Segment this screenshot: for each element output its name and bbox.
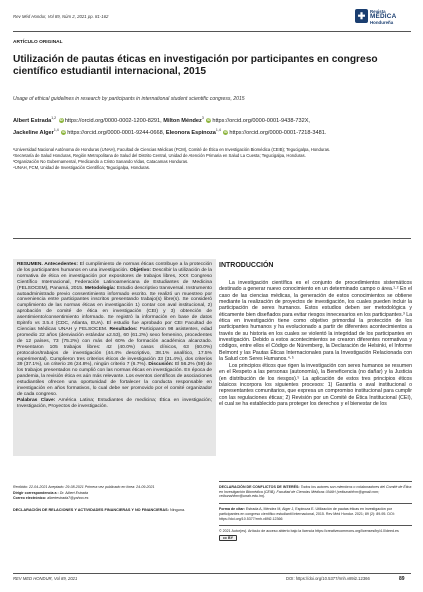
footer-doi[interactable]: DOI: https://doi.org/10.5377/rmh.v89i2.12366: [286, 576, 370, 581]
email-line: Correo electrónico: albertestrada7@yahoo.es: [13, 496, 89, 501]
affiliation-rule: [13, 238, 411, 239]
financial-declaration: DECLARACIÓN DE RELACIONES Y ACTIVIDADES FINANCIERAS Y NO FINANCIERAS: Ninguna.: [13, 508, 186, 512]
orcid-icon: iD: [224, 130, 228, 135]
abstract-keywords: Palabras Clave: América Latina; Estudiantes de medicina; Ética en investigación; Investigación, Proyectos de investigación.: [17, 398, 212, 410]
affiliation: ²Secretaría de Salud Honduras, Región Metropolitana de Salud del Distrito Central, Unidad de Atención Primaria en Salud La Cuesta; Tegucigalpa, Honduras.: [13, 153, 306, 158]
correspondence-line: Dirigir correspondencia a : Dr. Albert Estrada: [13, 490, 89, 495]
conflict-declaration: DECLARACIÓN DE CONFLICTOS DE INTERÉS: Todos los autores son miembros o colaboradores del Comité de Ética en Investigación Biomédica (CEIB), Facultad de Ciencias Médicas UNAH (ceibunahfcm@gmail.com; ceibunahfcm@unah.edu.hn).: [219, 481, 412, 499]
logo-line-1: Revista: [370, 9, 386, 14]
logo-line-2: MÉDICA: [370, 13, 397, 20]
orcid-icon: iD: [59, 117, 63, 122]
article-notes: [219, 481, 412, 541]
affiliation: ¹Universidad Nacional Autónoma de Honduras (UNAH), Facultad de Ciencias Médicas (FCM), Comité de Ética en Investigación Biomédica (CEIB); Tegucigalpa, Honduras.: [13, 147, 331, 152]
citation-note: Forma de citar: Estrada A, Méndez M, Alger J, Espinoza E. Utilización de pautas éticas en investigación por participantes en congreso científico estudiantil internacional, 2015. Rev Méd Hondur. 2021; 89 (2): 89-95. DOI: https://doi.org/10.5377/rmh.v89i2.12366: [219, 503, 412, 521]
affiliation: ⁴UNAH, FCM, Unidad de Investigación Científica; Tegucigalpa, Honduras.: [13, 165, 150, 170]
dates-line: Recibido: 22-04-2021 Aceptado: 29-08-2021 Primera vez publicado en línea: 24-09-2021: [13, 485, 155, 489]
affiliations: [13, 147, 411, 171]
orcid-link[interactable]: https://orcid.org/0000-0002-1200-8291: [64, 117, 161, 124]
intro-paragraph: La investigación científica es el conjunto de procedimientos sistemáticos destinado a generar nuevo conocimiento en un determinado campo o área.¹·² En el caso de las ciencias médicas, la generación de estos conocimientos se obtiene mediante la realización de proyectos de investigación, los cuales pueden incluir la participación de seres humanos. Estos estudios deben ser metodológica y éticamente bien diseñados para evitar riesgos innecesarios en los participantes.³ La ética en investigación tiene como objetivo primordial la protección de los participantes humanos y ha evolucionado a partir de diferentes acontecimientos a través de su historia en los cuales se violentó la integridad de los participantes en investigación. Debido a estos acontecimientos se crearon diferentes normativas y códigos, entre ellos el Código de Núremberg, la Declaración de Helsinki, el Informe Belmont y las Pautas Éticas Internacionales para la Investigación Relacionada con la Salud con Seres Humanos.⁴·⁵: [219, 280, 412, 363]
orcid-link[interactable]: https://orcid.org/0000-0001-7218-3481: [229, 130, 325, 137]
cc-license-icon[interactable]: cc BY: [219, 535, 237, 541]
orcid-link[interactable]: https://orcid.org/0000-0001-9244-0668: [67, 130, 163, 137]
article-dates: [13, 485, 216, 502]
intro-heading: INTRODUCCIÓN: [219, 262, 274, 269]
article-title: Utilización de pautas éticas en investigación por participantes en congreso científico estudiantil internacional, 2015: [13, 54, 378, 77]
license-note: © 2021 Autor(es). Artículo de acceso abierto bajo la licencia https://creativecommons.org/licenses/by/4.0/deed.es cc BY: [219, 525, 412, 541]
section-label: ARTÍCULO ORIGINAL: [13, 40, 63, 45]
author-name: Milton Méndez: [163, 117, 202, 124]
journal-header: Rev Méd Hondur, Vol 89, Núm 2, 2021 pp. 81-162: [13, 14, 109, 19]
orcid-link[interactable]: https://orcid.org/0000-0001-9438-732X: [212, 117, 309, 124]
abstract-paragraph: RESUMEN. Antecedentes: El cumplimiento de normas éticas contribuye a la protección de los participantes humanos en una investigación. Objetivo: Describir la utilización de la normativa de ética en investigación por expositores de trabajos libres, XXX Congreso Científico Internacional, Federación Latinoamericana de Estudiantes de Medicina (FELSOCEM), Panamá, 2015. Metodología: Estudio descriptivo transversal. Instrumento autoadministrado previo consentimiento informado escrito. Se realizó un muestreo por conveniencia entre participantes inscritos presentando trabajo(s) libre(s). Se consideró cumplimiento de las normas éticas en investigación 1) contar con aval institucional, 2) aprobación de comité de ética en investigación (CEI) y 3) obtención de asentimiento/consentimiento informado. Se registró la información en base de datos EpiInfo vs 3.5.4 (CDC, Atlanta, EUA). El estudio fue aprobado por CEI Facultad de Ciencias Médicas UNAH y FELSOCEM. Resultados: Participaron 98 asistentes, edad promedio 22 años (desviación estándar ±2.53), 60 (61.2%) sexo femenino, procedentes de 12 países, 73 (75.2%) con más del 60% de formación académica alcanzado. Presentaron 105 trabajos libres: 42 (40.0%) casos clínicos, 63 (60.0%) protocolos/trabajos de investigación (44.4% descriptivo, 38.1% analítico, 17.5% experimental). Cumplieron tres criterios éticos de investigación 33 (31.4%), dos criterios 39 (37.1%), un criterio 26 (24.8%), ningún criterio 7 (6.7%). Discusión: El 56.2% (59) de los trabajos presentados no cumplió con las normas éticas en investigación. En época de pandemia, la revisión ética es aún más relevante. Los eventos científicos de asociaciones estudiantiles ofrecen una oportunidad de fortalecer la conducta responsable en investigación en años formativos, lo cual debe ser promovido por el comité organizador de cada congreso.: [17, 262, 213, 397]
intro-paragraph: Los principios éticos que rigen la investigación con seres humanos se resumen en el Respeto a las personas (autonomía), la Beneficencia (no dañar) y la Justicia (en distribución de los riesgos).⁵ La aplicación de estos tres principios éticos básicos incorpora los siguientes procesos: 1) Garantía o aval institucional o representantes comunitarios, que expresa un compromiso institucional para cumplir con las regulaciones éticas; 2) Revisión por un Comité de Ética Institucional (CEI), el cual se ha establecido para proteger los derechos y el bienestar de los: [219, 362, 412, 407]
article-subtitle: Usage of ethical guidelines in research by participants in international student scientific congress, 2015: [13, 96, 245, 102]
author-name: Jackeline Alger: [13, 130, 54, 137]
logo-mark-icon: ✚: [355, 9, 368, 23]
affiliation: ³Organización No Gubernamental, Predicando a Cristo Sanando Vidas, Catacamas Honduras.: [13, 159, 189, 164]
intro-body: [219, 280, 412, 408]
header-rule: [13, 31, 411, 32]
author-name: Albert Estrada: [13, 117, 52, 124]
footer-rule: [13, 573, 411, 574]
journal-logo: [355, 9, 413, 26]
logo-line-3: Hondureña: [370, 20, 394, 25]
page-number: 89: [399, 576, 405, 582]
footer-journal: REV MED HONDUR, Vol 89, 2021: [13, 576, 78, 581]
author-list: Albert Estrada$^{1,2}$ iD https://orcid.org/0000-0002-1200-8291, Milton Méndez$^3$ iD https://orcid.org/0000-0001-9438-732X, Jackeline Alger$^{1,4}$ iD https://orcid.org/0000-0001-9244-0668, Eleonora Espinoza$^{1,4}$ iD https://orcid.org/0000-0001-7218-3481.: [13, 116, 327, 137]
author-name: Eleonora Espinoza: [165, 130, 216, 137]
email-link[interactable]: albertestrada7@yahoo.es: [47, 496, 89, 501]
orcid-icon: iD: [207, 117, 211, 122]
abstract-box: [13, 259, 216, 456]
orcid-icon: iD: [62, 130, 66, 135]
